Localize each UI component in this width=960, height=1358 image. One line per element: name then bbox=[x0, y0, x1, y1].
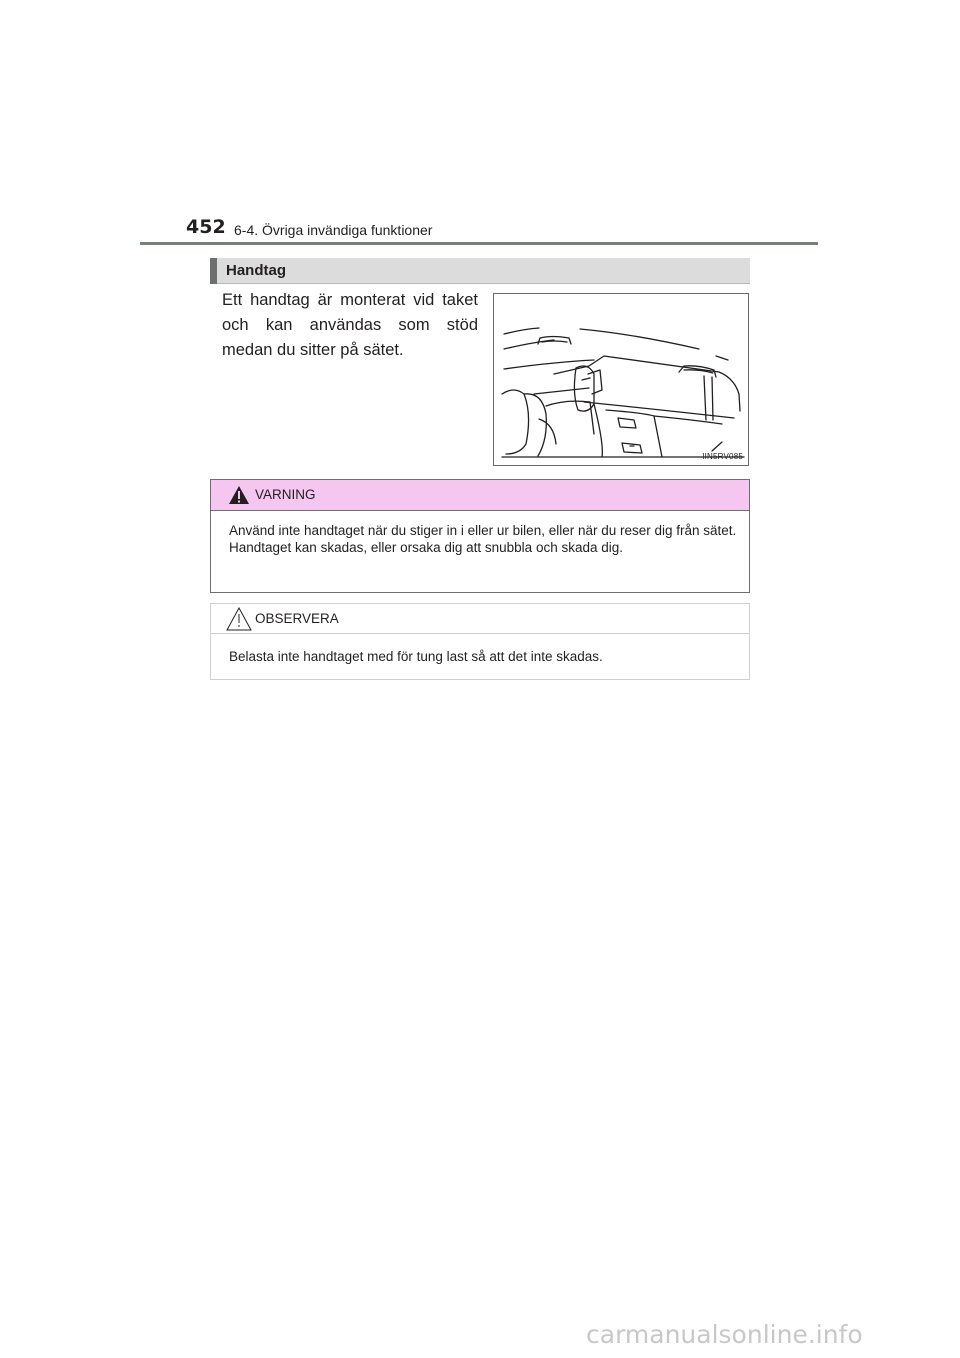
notice-header bbox=[211, 604, 749, 634]
section-heading bbox=[210, 258, 750, 284]
warning-text-line-2: Handtaget kan skadas, eller orsaka dig att snubbla och skada dig. bbox=[229, 540, 623, 555]
page-number: 452 bbox=[186, 216, 226, 238]
car-interior-drawing bbox=[494, 294, 749, 466]
handle-illustration bbox=[493, 293, 749, 466]
warning-text bbox=[229, 522, 741, 556]
watermark: carmanualsonline.info bbox=[586, 1320, 863, 1349]
section-heading-label: Handtag bbox=[226, 262, 286, 279]
warning-label: VARNING bbox=[255, 487, 316, 502]
notice-text: Belasta inte handtaget med för tung last så att det inte skadas. bbox=[229, 649, 603, 664]
warning-box bbox=[210, 479, 750, 593]
notice-label: OBSERVERA bbox=[255, 611, 339, 626]
section-body-text: Ett handtag är monterat vid taket och kan användas som stöd medan du sitter på sätet. bbox=[222, 291, 478, 359]
caution-triangle-outline-icon bbox=[226, 607, 252, 631]
warning-triangle-filled-icon bbox=[228, 485, 250, 505]
warning-header bbox=[211, 480, 749, 511]
figure-code: IIN5RV085 bbox=[702, 452, 743, 461]
section-heading-bar bbox=[210, 258, 217, 284]
warning-text-line-1: Använd inte handtaget när du stiger in i eller ur bilen, eller när du reser dig från sätet. bbox=[229, 523, 737, 538]
chapter-title: 6-4. Övriga invändiga funktioner bbox=[234, 222, 433, 238]
notice-box bbox=[210, 603, 750, 680]
header-rule bbox=[140, 242, 818, 245]
